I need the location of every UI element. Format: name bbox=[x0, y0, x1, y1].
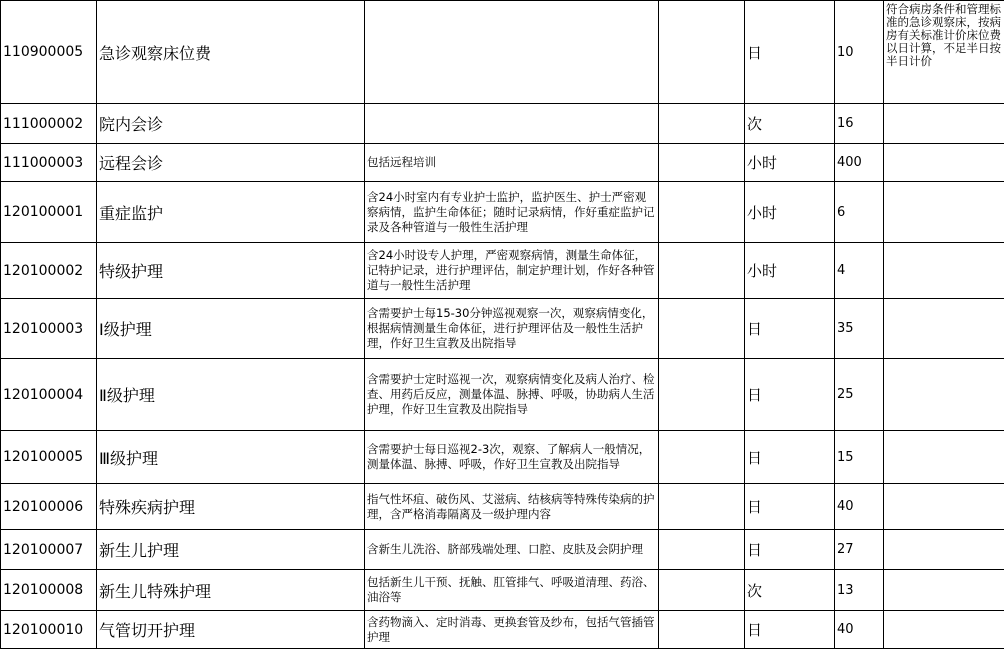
item-note bbox=[884, 484, 1004, 530]
item-note bbox=[884, 611, 1004, 649]
item-name: 新生儿特殊护理 bbox=[97, 570, 365, 611]
item-unit: 小时 bbox=[745, 144, 835, 182]
item-name: 急诊观察床位费 bbox=[97, 1, 365, 104]
item-code: 120100005 bbox=[1, 431, 97, 484]
blank-cell bbox=[659, 570, 745, 611]
blank-cell bbox=[659, 431, 745, 484]
blank-cell bbox=[659, 243, 745, 299]
item-code: 120100003 bbox=[1, 299, 97, 359]
item-content: 指气性坏疽、破伤风、艾滋病、结核病等特殊传染病的护理，含严格消毒隔离及一级护理内容 bbox=[365, 484, 659, 530]
item-note bbox=[884, 431, 1004, 484]
item-unit: 日 bbox=[745, 484, 835, 530]
blank-cell bbox=[659, 104, 745, 144]
item-code: 120100007 bbox=[1, 530, 97, 570]
blank-cell bbox=[659, 299, 745, 359]
item-name: 重症监护 bbox=[97, 182, 365, 243]
table-row bbox=[1, 243, 1004, 299]
item-content: 包括新生儿干预、抚触、肛管排气、呼吸道清理、药浴、油浴等 bbox=[365, 570, 659, 611]
item-note bbox=[884, 144, 1004, 182]
table-row bbox=[1, 431, 1004, 484]
item-note bbox=[884, 359, 1004, 431]
item-note bbox=[884, 570, 1004, 611]
item-note bbox=[884, 530, 1004, 570]
blank-cell bbox=[659, 530, 745, 570]
item-note bbox=[884, 182, 1004, 243]
item-unit: 小时 bbox=[745, 243, 835, 299]
item-content bbox=[365, 104, 659, 144]
table-row bbox=[1, 144, 1004, 182]
item-content: 含需要护士每日巡视2-3次，观察、了解病人一般情况，测量体温、脉搏、呼吸，作好卫生宣教及出院指导 bbox=[365, 431, 659, 484]
table-row bbox=[1, 1, 1004, 104]
item-unit: 小时 bbox=[745, 182, 835, 243]
item-unit: 次 bbox=[745, 104, 835, 144]
table-row bbox=[1, 484, 1004, 530]
blank-cell bbox=[659, 359, 745, 431]
item-code: 110900005 bbox=[1, 1, 97, 104]
item-price: 13 bbox=[835, 570, 884, 611]
item-code: 111000003 bbox=[1, 144, 97, 182]
item-name: Ⅲ级护理 bbox=[97, 431, 365, 484]
item-note bbox=[884, 299, 1004, 359]
item-price: 10 bbox=[835, 1, 884, 104]
item-name: Ⅰ级护理 bbox=[97, 299, 365, 359]
item-code: 120100008 bbox=[1, 570, 97, 611]
fee-table-body bbox=[1, 1, 1004, 649]
item-content: 含需要护士每15-30分钟巡视观察一次，观察病情变化，根据病情测量生命体征，进行护理评估及一般性生活护理，作好卫生宣教及出院指导 bbox=[365, 299, 659, 359]
item-unit: 日 bbox=[745, 431, 835, 484]
item-code: 120100001 bbox=[1, 182, 97, 243]
item-code: 120100006 bbox=[1, 484, 97, 530]
item-name: 远程会诊 bbox=[97, 144, 365, 182]
item-price: 4 bbox=[835, 243, 884, 299]
blank-cell bbox=[659, 144, 745, 182]
item-content bbox=[365, 1, 659, 104]
table-row bbox=[1, 104, 1004, 144]
item-unit: 日 bbox=[745, 611, 835, 649]
item-unit: 日 bbox=[745, 530, 835, 570]
table-row bbox=[1, 359, 1004, 431]
item-unit: 次 bbox=[745, 570, 835, 611]
table-row bbox=[1, 530, 1004, 570]
item-price: 400 bbox=[835, 144, 884, 182]
item-price: 40 bbox=[835, 611, 884, 649]
item-unit: 日 bbox=[745, 299, 835, 359]
item-content: 含药物滴入、定时消毒、更换套管及纱布，包括气管插管护理 bbox=[365, 611, 659, 649]
item-name: 院内会诊 bbox=[97, 104, 365, 144]
item-code: 120100002 bbox=[1, 243, 97, 299]
item-price: 25 bbox=[835, 359, 884, 431]
item-price: 40 bbox=[835, 484, 884, 530]
table-row bbox=[1, 570, 1004, 611]
table-row bbox=[1, 299, 1004, 359]
item-price: 6 bbox=[835, 182, 884, 243]
item-content: 包括远程培训 bbox=[365, 144, 659, 182]
item-note: 符合病房条件和管理标准的急诊观察床，按病房有关标准计价床位费以日计算，不足半日按半日计价 bbox=[884, 1, 1004, 104]
blank-cell bbox=[659, 611, 745, 649]
item-price: 35 bbox=[835, 299, 884, 359]
item-content: 含需要护士定时巡视一次，观察病情变化及病人治疗、检查、用药后反应，测量体温、脉搏、呼吸，协助病人生活护理，作好卫生宣教及出院指导 bbox=[365, 359, 659, 431]
blank-cell bbox=[659, 1, 745, 104]
item-note bbox=[884, 104, 1004, 144]
item-content: 含新生儿洗浴、脐部残端处理、口腔、皮肤及会阴护理 bbox=[365, 530, 659, 570]
blank-cell bbox=[659, 182, 745, 243]
item-name: 新生儿护理 bbox=[97, 530, 365, 570]
table-row bbox=[1, 611, 1004, 649]
item-code: 120100004 bbox=[1, 359, 97, 431]
item-content: 含24小时设专人护理，严密观察病情，测量生命体征，记特护记录，进行护理评估，制定护理计划，作好各种管道与一般性生活护理 bbox=[365, 243, 659, 299]
item-code: 111000002 bbox=[1, 104, 97, 144]
item-name: 气管切开护理 bbox=[97, 611, 365, 649]
table-row bbox=[1, 182, 1004, 243]
item-note bbox=[884, 243, 1004, 299]
item-price: 16 bbox=[835, 104, 884, 144]
item-content: 含24小时室内有专业护士监护，监护医生、护士严密观察病情，监护生命体征；随时记录病情，作好重症监护记录及各种管道与一般性生活护理 bbox=[365, 182, 659, 243]
item-unit: 日 bbox=[745, 359, 835, 431]
item-unit: 日 bbox=[745, 1, 835, 104]
item-name: 特级护理 bbox=[97, 243, 365, 299]
item-name: Ⅱ级护理 bbox=[97, 359, 365, 431]
item-name: 特殊疾病护理 bbox=[97, 484, 365, 530]
item-price: 27 bbox=[835, 530, 884, 570]
item-code: 120100010 bbox=[1, 611, 97, 649]
item-price: 15 bbox=[835, 431, 884, 484]
blank-cell bbox=[659, 484, 745, 530]
